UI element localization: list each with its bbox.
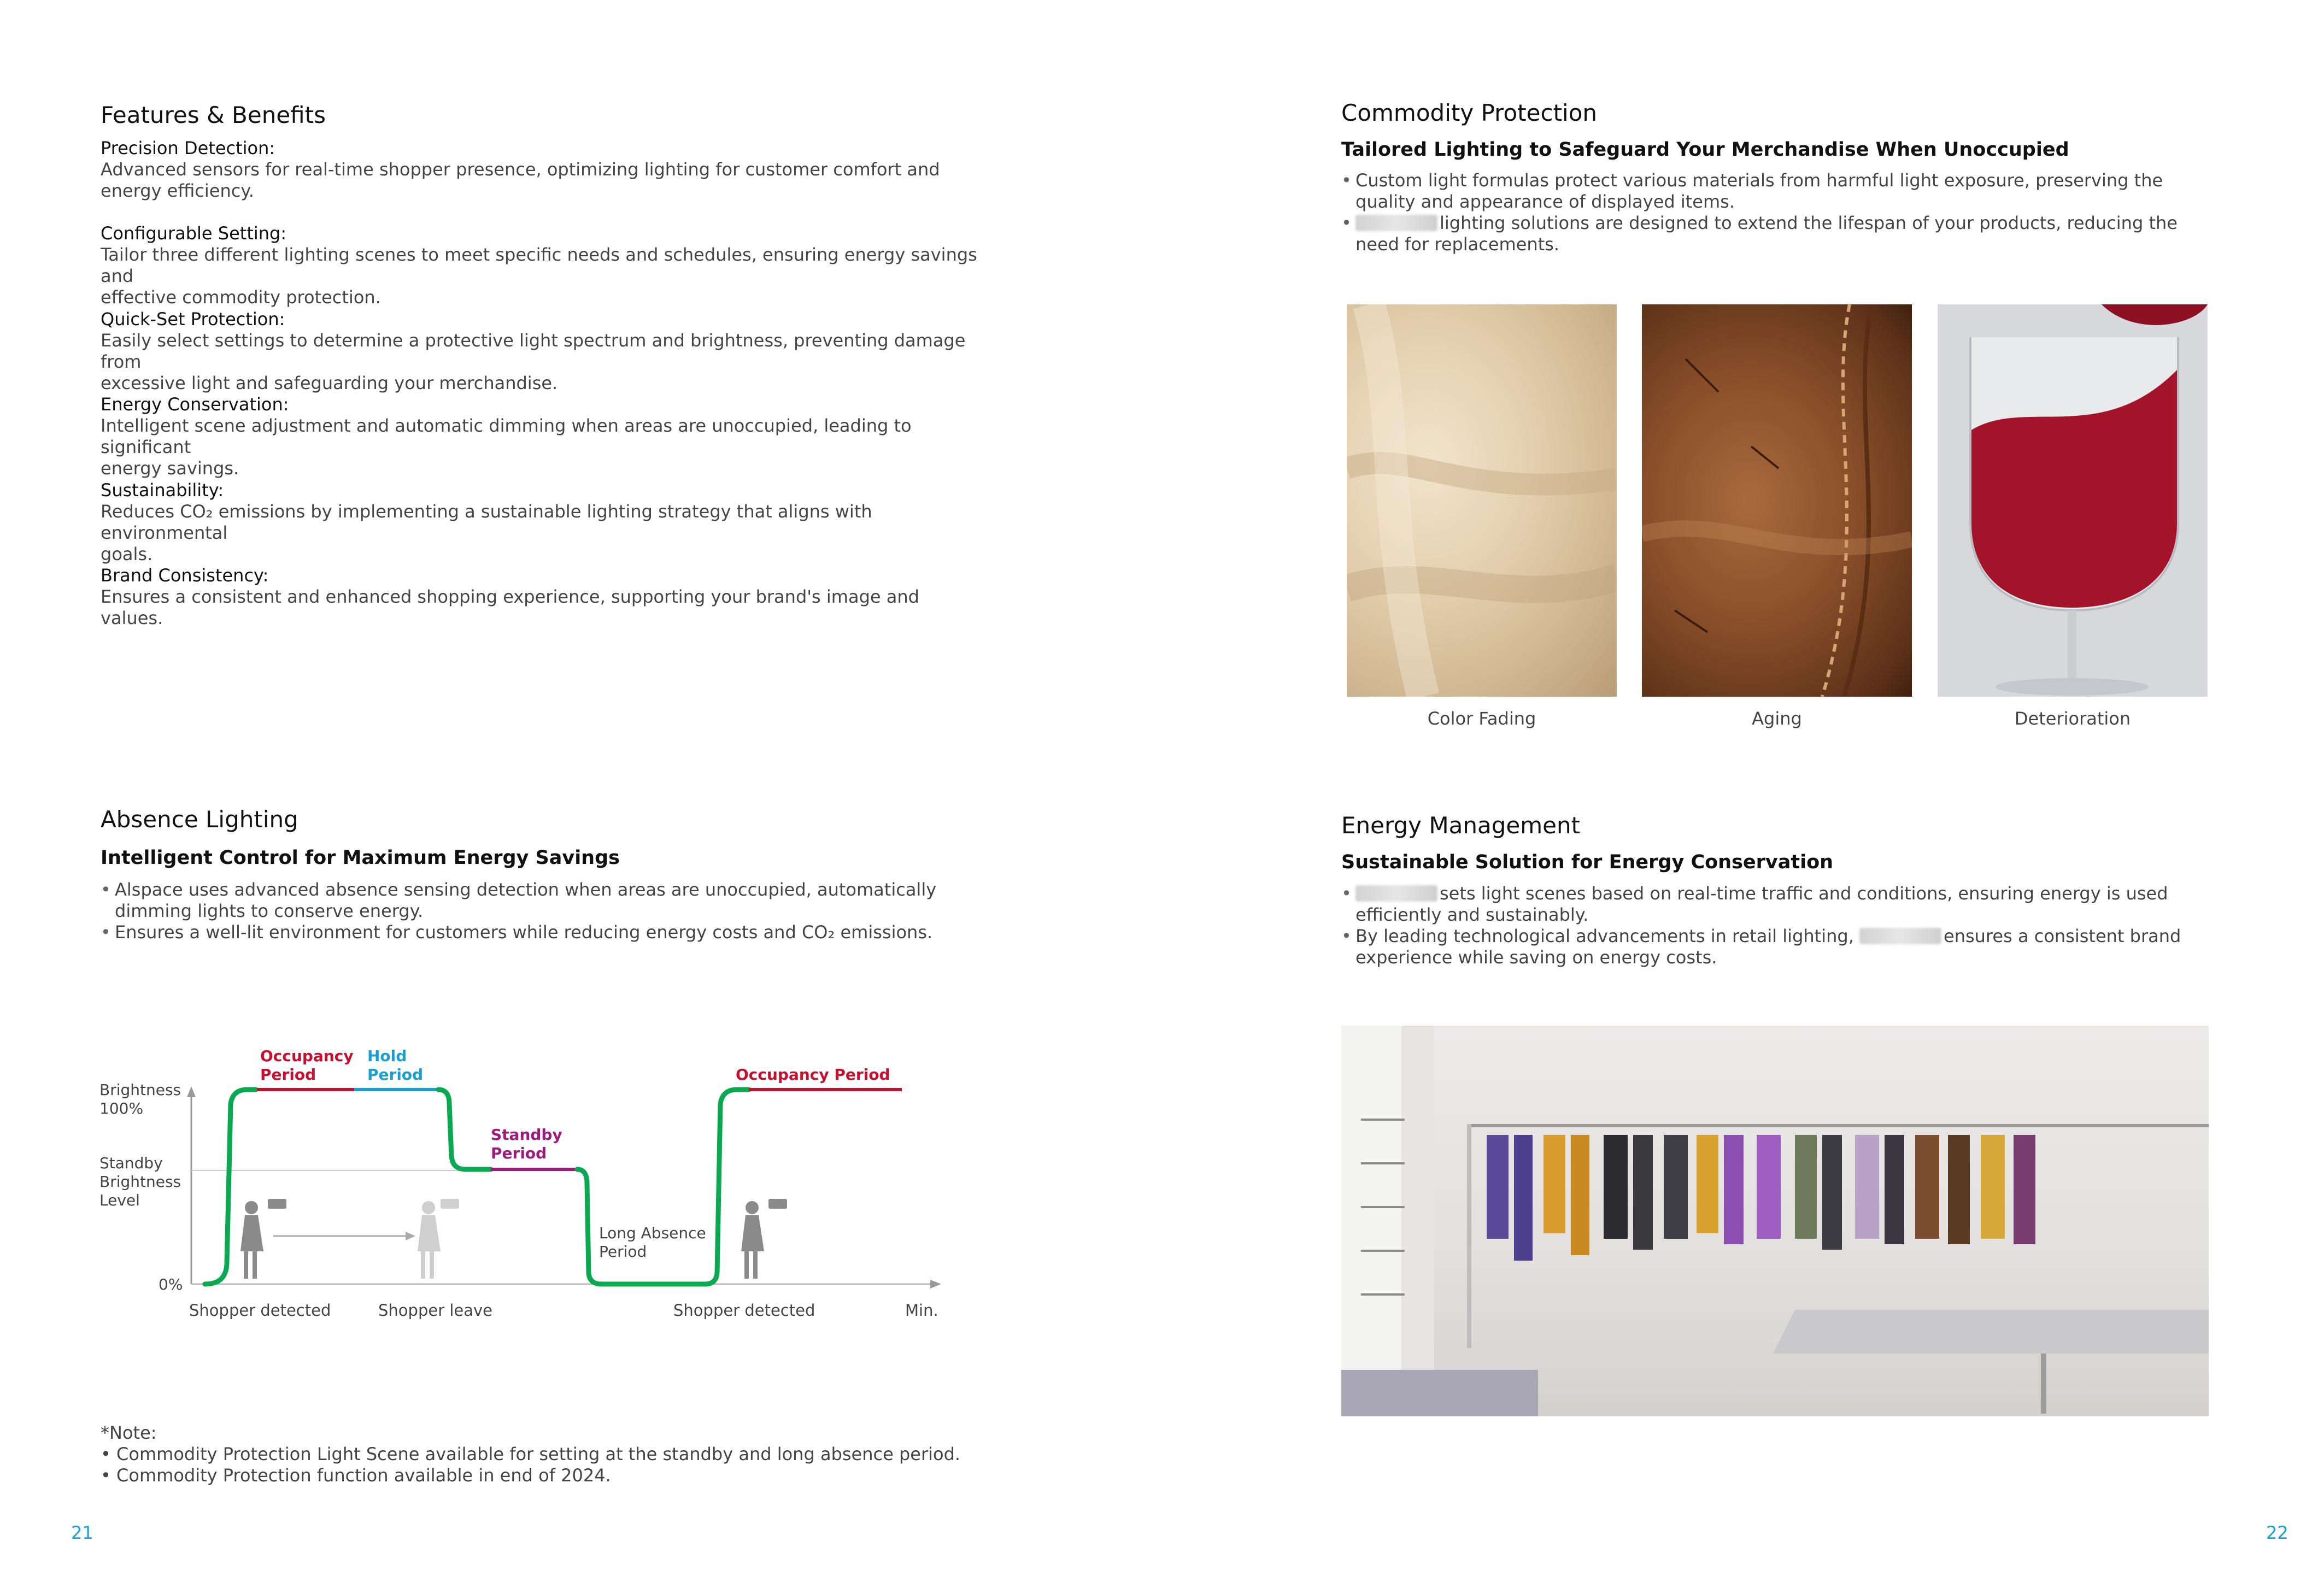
redacted-brand xyxy=(1859,928,1941,944)
curve-rise-1 xyxy=(205,1090,256,1284)
absence-bullet: • Ensures a well-lit environment for customers while reducing energy costs and CO₂ emissions. xyxy=(101,922,986,943)
feature-title: Energy Conservation: xyxy=(101,394,289,415)
feature-item xyxy=(101,565,986,629)
redacted-brand xyxy=(1355,885,1437,902)
feature-desc: Ensures a consistent and enhanced shopping experience, supporting your brand's image and values. xyxy=(101,586,919,628)
caption-aging: Aging xyxy=(1752,708,1802,729)
page-number-right: 22 xyxy=(2266,1522,2288,1543)
curve-drop-standby xyxy=(438,1090,491,1169)
feature-desc: Easily select settings to determine a protective light spectrum and brightness, preventing damage from excessive light and safeguarding your merchandise. xyxy=(101,330,966,393)
x-axis-arrow xyxy=(930,1280,941,1288)
walk-arrow-head xyxy=(406,1232,415,1240)
x-label-shopper-detected: Shopper detected xyxy=(673,1301,815,1320)
deterioration-photo xyxy=(1938,304,2208,697)
label-standby-period: Period xyxy=(491,1144,547,1162)
features-title: Features & Benefits xyxy=(101,102,326,128)
feature-desc: Advanced sensors for real-time shopper presence, optimizing lighting for customer comfort and energy efficiency. xyxy=(101,159,940,201)
absence-lighting-diagram xyxy=(93,1033,967,1339)
feature-item xyxy=(101,480,986,565)
energy-bullets xyxy=(1341,883,2227,968)
feature-desc: Tailor three different lighting scenes to meet specific needs and schedules, ensuring energy savings and effective commodity protection. xyxy=(101,244,977,308)
absence-title: Absence Lighting xyxy=(101,806,298,833)
label-hold-period: Period xyxy=(367,1066,424,1084)
feature-desc: Intelligent scene adjustment and automatic dimming when areas are unoccupied, leading to significant energy savings. xyxy=(101,415,912,479)
feature-title: Quick-Set Protection: xyxy=(101,309,285,329)
y-label-brightness: Brightness xyxy=(99,1081,181,1099)
caption-color-fading: Color Fading xyxy=(1427,708,1536,729)
color-fading-photo xyxy=(1347,304,1617,697)
feature-item xyxy=(101,223,986,308)
redacted-brand xyxy=(1355,215,1437,231)
commodity-bullet: • lighting solutions are designed to extend the lifespan of your products, reducing the need for replacements. xyxy=(1341,213,2227,255)
y-label-100: 100% xyxy=(99,1099,144,1117)
caption-deterioration: Deterioration xyxy=(2014,708,2131,729)
shopper-detected-figure-2 xyxy=(741,1199,787,1279)
feature-title: Configurable Setting: xyxy=(101,223,287,244)
energy-bullet: • By leading technological advancements in retail lighting, ensures a consistent brand experience while saving on energy costs. xyxy=(1341,926,2227,968)
label-occupancy-period: Period xyxy=(260,1066,316,1084)
commodity-title: Commodity Protection xyxy=(1341,99,1598,126)
commodity-subtitle: Tailored Lighting to Safeguard Your Merchandise When Unoccupied xyxy=(1341,139,2069,161)
feature-title: Sustainability: xyxy=(101,480,224,501)
note-line: • Commodity Protection function available in end of 2024. xyxy=(101,1465,611,1486)
energy-title: Energy Management xyxy=(1341,812,1581,839)
label-occupancy-period-2: Occupancy Period xyxy=(736,1066,890,1084)
feature-item xyxy=(101,394,986,479)
note xyxy=(101,1422,960,1486)
label-occupancy-period: Occupancy xyxy=(260,1047,354,1065)
energy-bullet: • sets light scenes based on real-time traffic and conditions, ensuring energy is used efficiently and sustainably. xyxy=(1341,883,2227,926)
y-label-level: Level xyxy=(99,1191,140,1209)
commodity-bullet: • Custom light formulas protect various materials from harmful light exposure, preserving the quality and appearance of displayed items. xyxy=(1341,170,2227,213)
aging-photo xyxy=(1642,304,1912,697)
shopper-leave-figure xyxy=(418,1199,459,1279)
feature-item xyxy=(101,309,986,394)
absence-bullet: • Alspace uses advanced absence sensing detection when areas are unoccupied, automatically dimming lights to conserve energy. xyxy=(101,879,986,922)
x-label-shopper-detected: Shopper detected xyxy=(189,1301,331,1320)
page-number-left: 21 xyxy=(71,1522,93,1543)
commodity-bullets xyxy=(1341,170,2227,255)
label-standby-period: Standby xyxy=(491,1126,562,1144)
feature-title: Precision Detection: xyxy=(101,138,275,158)
y-label-brightness-2: Brightness xyxy=(99,1173,181,1191)
note-title: *Note: xyxy=(101,1422,157,1443)
y-label-zero: 0% xyxy=(159,1275,183,1293)
feature-item xyxy=(101,138,986,202)
x-label-shopper-leave: Shopper leave xyxy=(378,1301,493,1320)
shopper-detected-figure-1 xyxy=(240,1199,286,1279)
retail-store-photo xyxy=(1341,1026,2209,1416)
y-axis-arrow xyxy=(187,1086,196,1097)
y-label-standby: Standby xyxy=(99,1154,163,1172)
energy-subtitle: Sustainable Solution for Energy Conservation xyxy=(1341,851,1834,873)
note-line: • Commodity Protection Light Scene available for setting at the standby and long absence period. xyxy=(101,1444,961,1464)
feature-title: Brand Consistency: xyxy=(101,565,269,586)
absence-bullets xyxy=(101,879,986,943)
x-label-min: Min. xyxy=(905,1301,938,1320)
label-long-absence-period: Long Absence xyxy=(599,1224,706,1242)
label-hold-period: Hold xyxy=(367,1047,407,1065)
absence-subtitle: Intelligent Control for Maximum Energy Savings xyxy=(101,847,620,869)
feature-desc: Reduces CO₂ emissions by implementing a sustainable lighting strategy that aligns with environmental goals. xyxy=(101,501,872,564)
label-long-absence-period: Period xyxy=(599,1243,647,1261)
